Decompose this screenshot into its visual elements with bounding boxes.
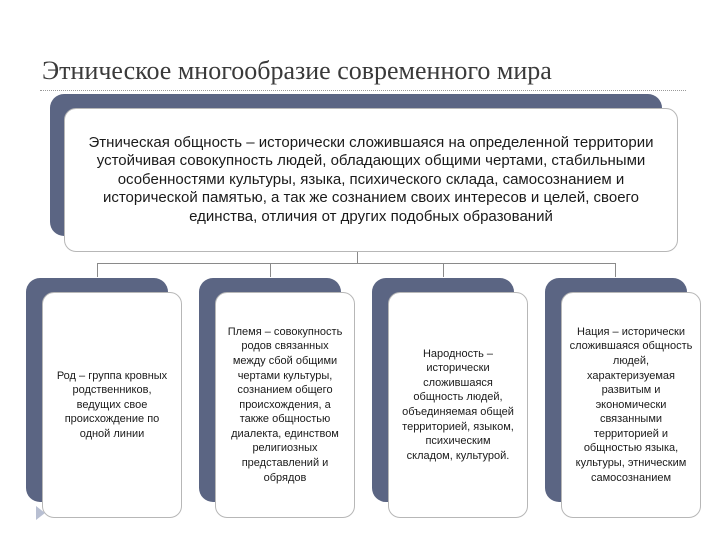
connector-drop-3	[443, 263, 444, 277]
definition-text: Этническая общность – исторически сложившаяся на определенной территории устойчивая совокупность людей, обладающих общими чертами, стабильными особенностями культуры, языка, психического склада, самосознанием и исторической памятью, а так же сознанием своих интересов и целей, своего единства, отличия от других подобных образований	[88, 133, 654, 225]
connector-drop-1	[97, 263, 98, 277]
category-card-natsiya	[561, 292, 701, 518]
definition-card	[64, 108, 678, 252]
play-triangle-icon[interactable]	[36, 506, 45, 520]
connector-drop-4	[615, 263, 616, 277]
page-title: Этническое многообразие современного мира	[42, 56, 552, 85]
category-text-narodnost: Народность – исторически сложившаяся общность людей, объединяемая общей территорией, языком, психическим складом, культурой.	[402, 347, 514, 462]
category-card-narodnost	[388, 292, 528, 518]
category-text-natsiya: Нация – исторически сложившаяся общность людей, характеризуемая развитым и экономически связанными территорией и общностью языка, культуры, этническим самосознанием	[569, 325, 693, 484]
category-card-plemya	[215, 292, 355, 518]
category-card-rod	[42, 292, 182, 518]
connector-bar	[97, 263, 616, 264]
title-divider	[40, 90, 686, 91]
category-text-plemya: Племя – совокупность родов связанных между сбой общими чертами культуры, сознанием общего происхождения, а также общностью диалекта, единством религиозных представлений и обрядов	[227, 325, 343, 484]
connector-drop-2	[270, 263, 271, 277]
category-text-rod: Род – группа кровных родственников, ведущих свое происхождение по одной линии	[56, 369, 168, 440]
